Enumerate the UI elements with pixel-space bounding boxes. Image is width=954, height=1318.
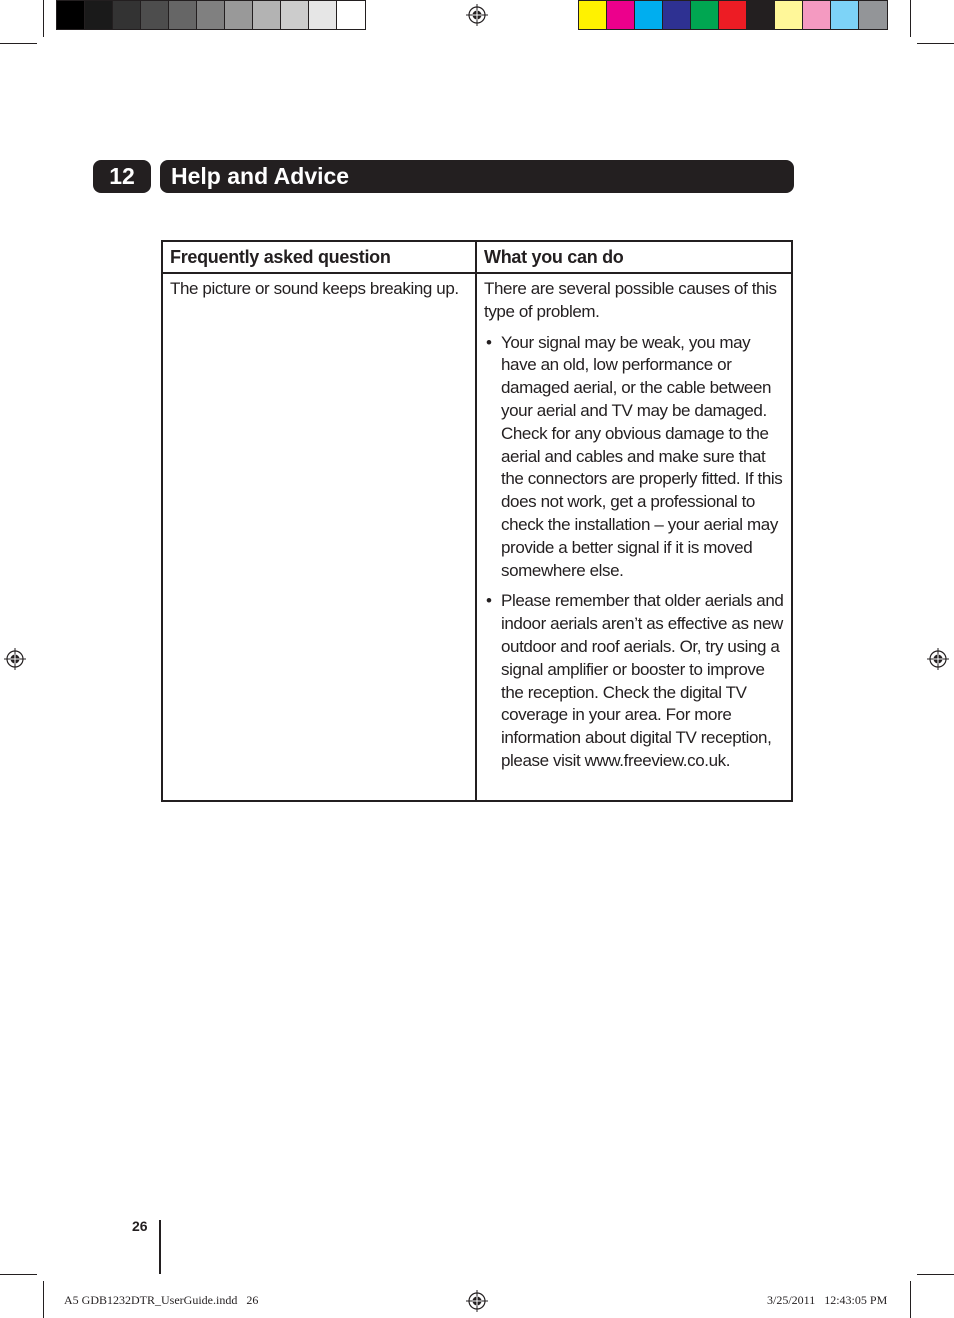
list-item — [484, 332, 787, 583]
color-swatch — [859, 1, 887, 29]
process-color-bar — [578, 0, 888, 30]
bullet-icon: • — [486, 332, 492, 352]
color-swatch — [803, 1, 831, 29]
color-swatch — [85, 1, 113, 29]
faq-table — [161, 240, 793, 802]
registration-target-icon — [4, 648, 26, 670]
crop-mark — [0, 1274, 37, 1275]
color-swatch — [141, 1, 169, 29]
chapter-number: 12 — [93, 160, 151, 193]
crop-mark — [0, 43, 37, 44]
print-slug-file: A5 GDB1232DTR_UserGuide.indd 26 — [64, 1293, 259, 1307]
color-swatch — [831, 1, 859, 29]
color-swatch — [57, 1, 85, 29]
bullet-text: Please remember that older aerials and indoor aerials aren’t as effective as new outdoor and roof aerials. Or, try using a signal amplifier or booster to improve the reception. Check the digital TV coverage in your area. For more information about digital TV reception, please visit www.freeview.co.uk. — [501, 591, 784, 770]
page-number: 26 — [132, 1218, 148, 1234]
crop-mark — [917, 1274, 954, 1275]
color-swatch — [309, 1, 337, 29]
answer-cell — [484, 278, 787, 781]
crop-mark — [43, 1281, 44, 1318]
crop-mark — [43, 0, 44, 37]
bullet-text: Your signal may be weak, you may have an old, low performance or damaged aerial, or the cable between your aerial and TV may be damaged. Check for any obvious damage to the aerial and cables and make sure that the connectors are properly fitted. If this does not work, get a professional to check the installation – your aerial may provide a better signal if it is moved somewhere else. — [501, 332, 783, 580]
color-swatch — [113, 1, 141, 29]
answer-bullet-list — [484, 332, 787, 773]
color-swatch — [607, 1, 635, 29]
table-header-divider — [163, 272, 791, 274]
page-number-rule — [159, 1220, 161, 1274]
registration-target-icon — [927, 648, 949, 670]
question-cell — [170, 278, 470, 301]
answer-intro: There are several possible causes of this type of problem. — [484, 279, 777, 321]
color-swatch — [663, 1, 691, 29]
color-swatch — [635, 1, 663, 29]
color-swatch — [747, 1, 775, 29]
grayscale-color-bar — [56, 0, 366, 30]
table-column-divider — [475, 242, 477, 800]
question-text: The picture or sound keeps breaking up. — [170, 279, 459, 298]
color-swatch — [691, 1, 719, 29]
crop-mark — [910, 0, 911, 37]
color-swatch — [225, 1, 253, 29]
color-swatch — [775, 1, 803, 29]
chapter-title: Help and Advice — [160, 160, 794, 193]
color-swatch — [169, 1, 197, 29]
color-swatch — [579, 1, 607, 29]
color-swatch — [337, 1, 365, 29]
color-swatch — [719, 1, 747, 29]
column-header-answer: What you can do — [484, 247, 624, 267]
color-swatch — [281, 1, 309, 29]
column-header-question: Frequently asked question — [170, 247, 391, 267]
registration-target-icon — [466, 1290, 488, 1312]
color-swatch — [197, 1, 225, 29]
color-swatch — [253, 1, 281, 29]
bullet-icon: • — [486, 591, 492, 611]
registration-target-icon — [466, 4, 488, 26]
crop-mark — [910, 1281, 911, 1318]
print-slug-date: 3/25/2011 12:43:05 PM — [767, 1293, 888, 1307]
list-item — [484, 590, 787, 772]
crop-mark — [917, 43, 954, 44]
